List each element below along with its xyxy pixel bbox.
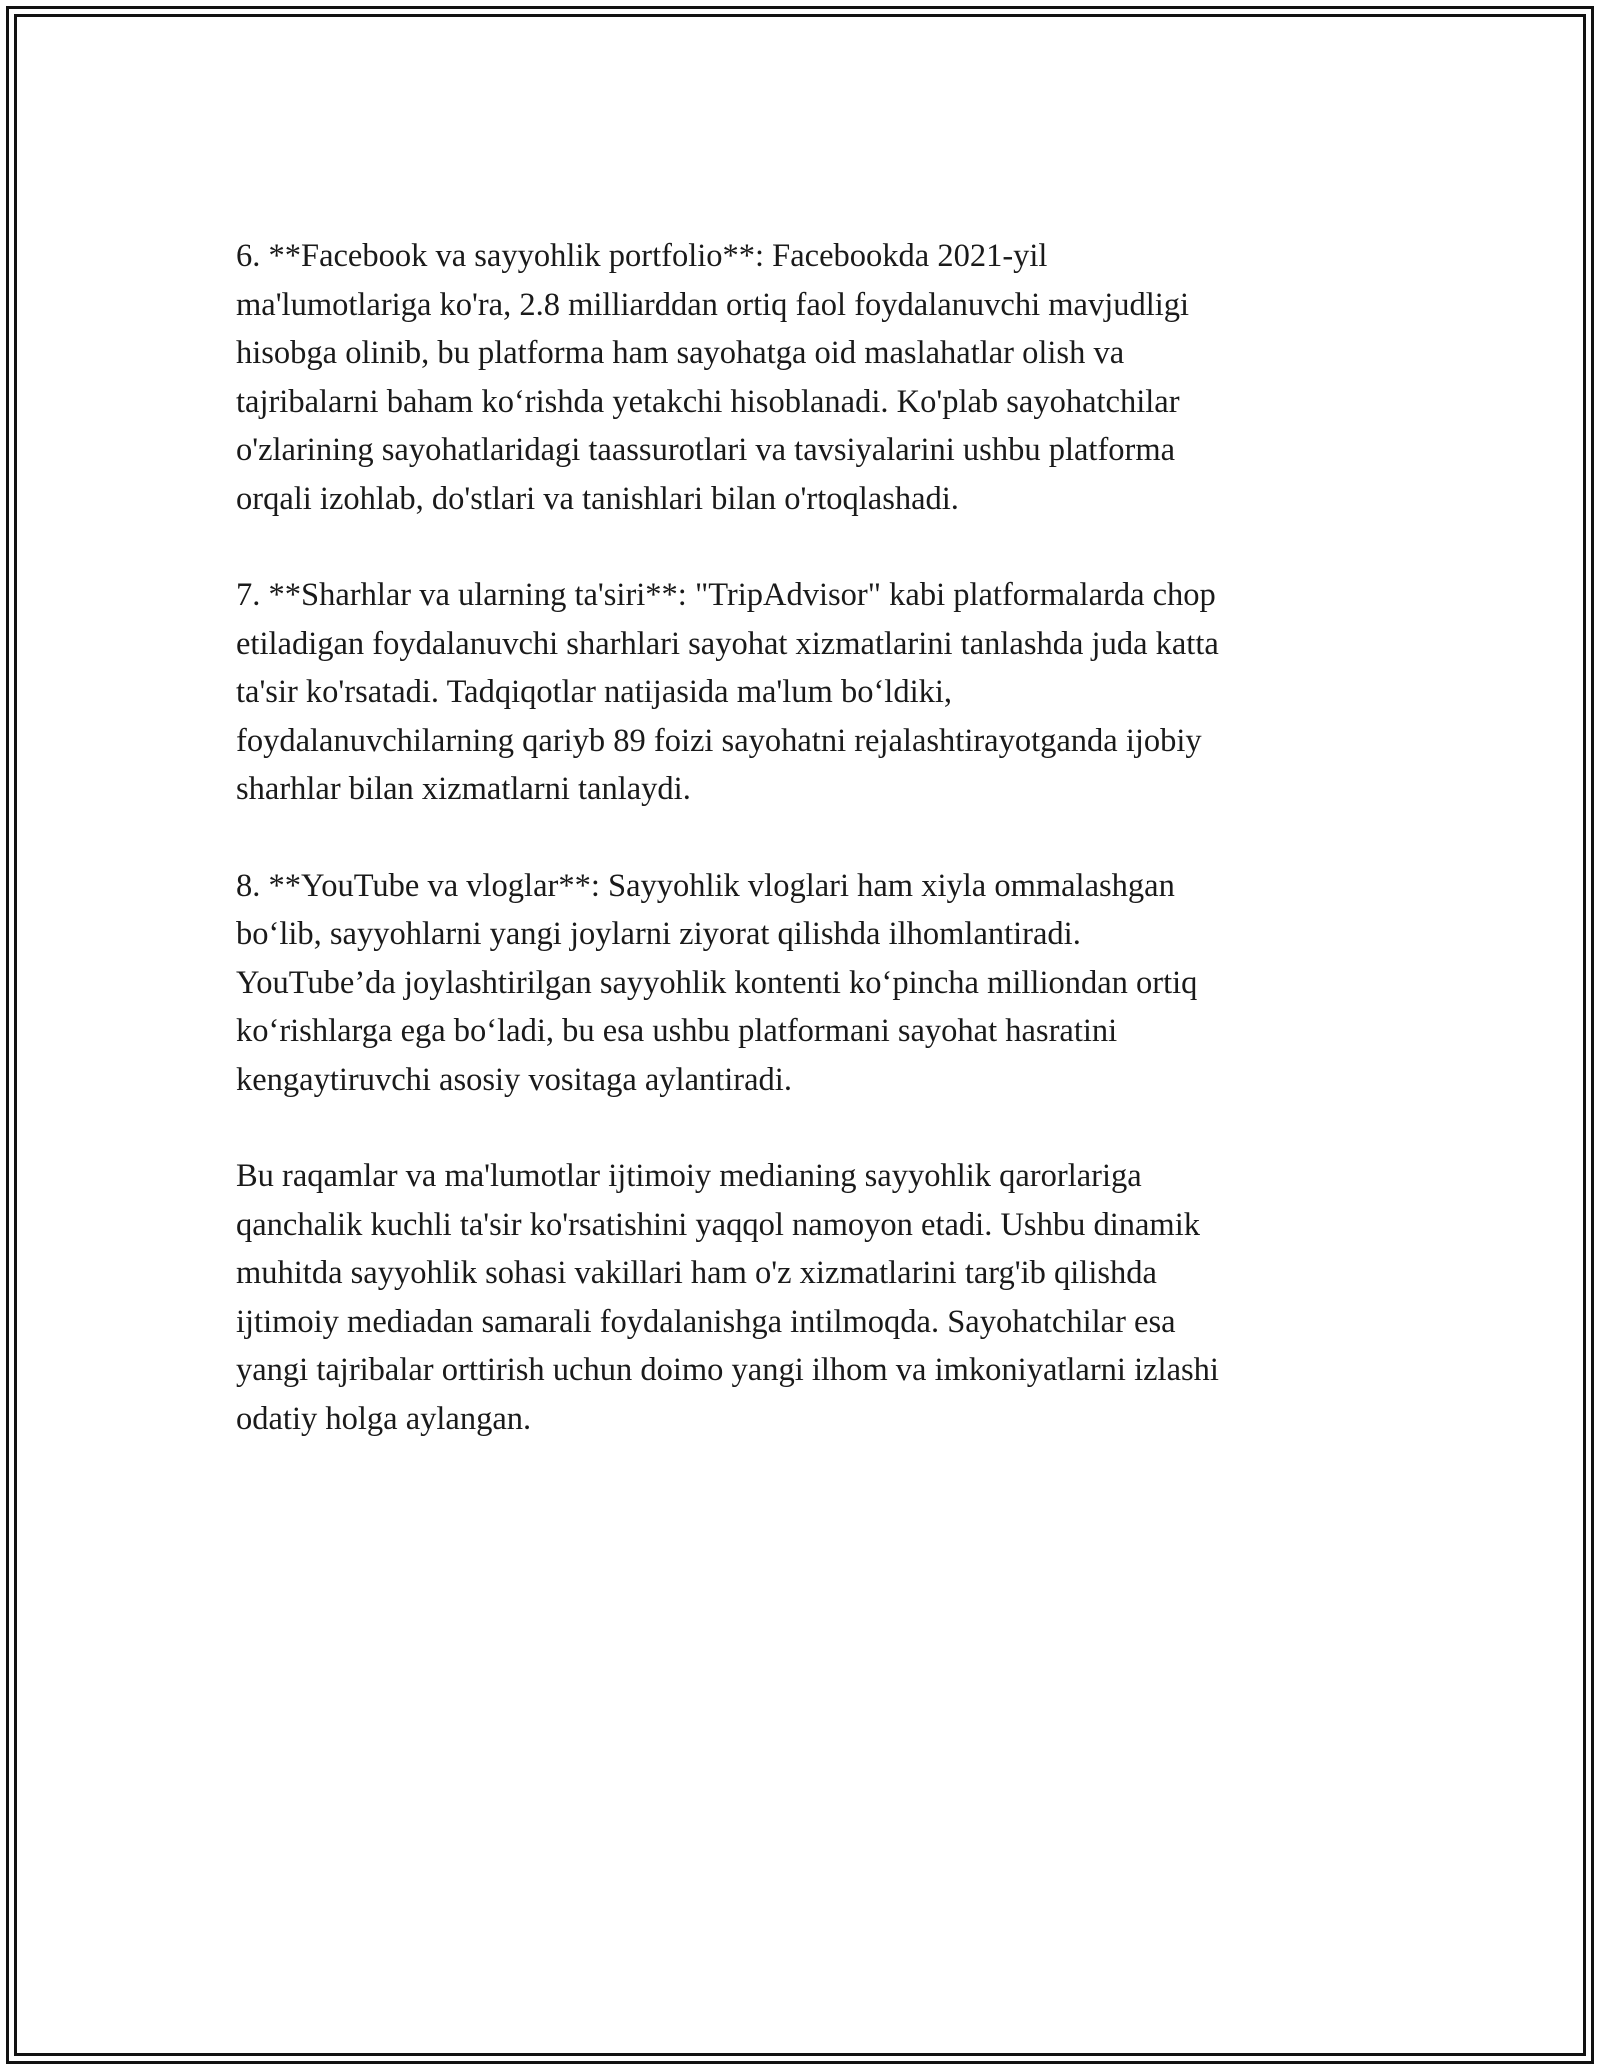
text-line: odatiy holga aylangan. <box>236 1400 532 1437</box>
text-line: YouTube’da joylashtirilgan sayyohlik kontenti ko‘pincha milliondan ortiq <box>236 964 1198 1001</box>
paragraph-facebook <box>236 232 1366 523</box>
text-line: o'zlarining sayohatlaridagi taassurotlari va tavsiyalarini ushbu platforma <box>236 432 1176 468</box>
text-line: foydalanuvchilarning qariyb 89 foizi sayohatni rejalashtirayotganda ijobiy <box>236 722 1202 759</box>
document-body <box>236 232 1366 1491</box>
text-line: tajribalarni baham ko‘rishda yetakchi hisoblanadi. Ko'plab sayohatchilar <box>236 383 1180 420</box>
text-line: Bu raqamlar va ma'lumotlar ijtimoiy medianing sayyohlik qarorlariga <box>236 1158 1142 1194</box>
text-line: orqali izohlab, do'stlari va tanishlari bilan o'rtoqlashadi. <box>236 480 959 517</box>
text-line: hisobga olinib, bu platforma ham sayohatga oid maslahatlar olish va <box>236 335 1125 371</box>
text-line: etiladigan foydalanuvchi sharhlari sayohat xizmatlarini tanlashda juda katta <box>236 625 1219 662</box>
text-line: sharhlar bilan xizmatlarni tanlaydi. <box>236 771 691 807</box>
text-line: ta'sir ko'rsatadi. Tadqiqotlar natijasida ma'lum bo‘ldiki, <box>236 674 952 710</box>
text-line: qanchalik kuchli ta'sir ko'rsatishini yaqqol namoyon etadi. Ushbu dinamik <box>236 1206 1200 1243</box>
text-line: ko‘rishlarga ega bo‘ladi, bu esa ushbu platformani sayohat hasratini <box>236 1013 1118 1049</box>
paragraph-reviews <box>236 571 1366 814</box>
text-line: 8. **YouTube va vloglar**: Sayyohlik vloglari ham xiyla ommalashgan <box>236 867 1175 904</box>
text-line: yangi tajribalar orttirish uchun doimo yangi ilhom va imkoniyatlarni izlashi <box>236 1352 1219 1388</box>
text-line: kengaytiruvchi asosiy vositaga aylantiradi. <box>236 1061 792 1098</box>
text-line: ma'lumotlariga ko'ra, 2.8 milliarddan ortiq faol foydalanuvchi mavjudligi <box>236 286 1190 323</box>
paragraph-conclusion <box>236 1152 1366 1443</box>
text-line: bo‘lib, sayyohlarni yangi joylarni ziyorat qilishda ilhomlantiradi. <box>236 916 1081 952</box>
text-line: 6. **Facebook va sayyohlik portfolio**: Facebookda 2021-yil <box>236 238 1048 274</box>
text-line: 7. **Sharhlar va ularning ta'siri**: "TripAdvisor" kabi platformalarda chop <box>236 577 1216 613</box>
paragraph-youtube <box>236 862 1366 1105</box>
text-line: muhitda sayyohlik sohasi vakillari ham o'z xizmatlarini targ'ib qilishda <box>236 1255 1157 1291</box>
text-line: ijtimoiy mediadan samarali foydalanishga intilmoqda. Sayohatchilar esa <box>236 1303 1176 1340</box>
